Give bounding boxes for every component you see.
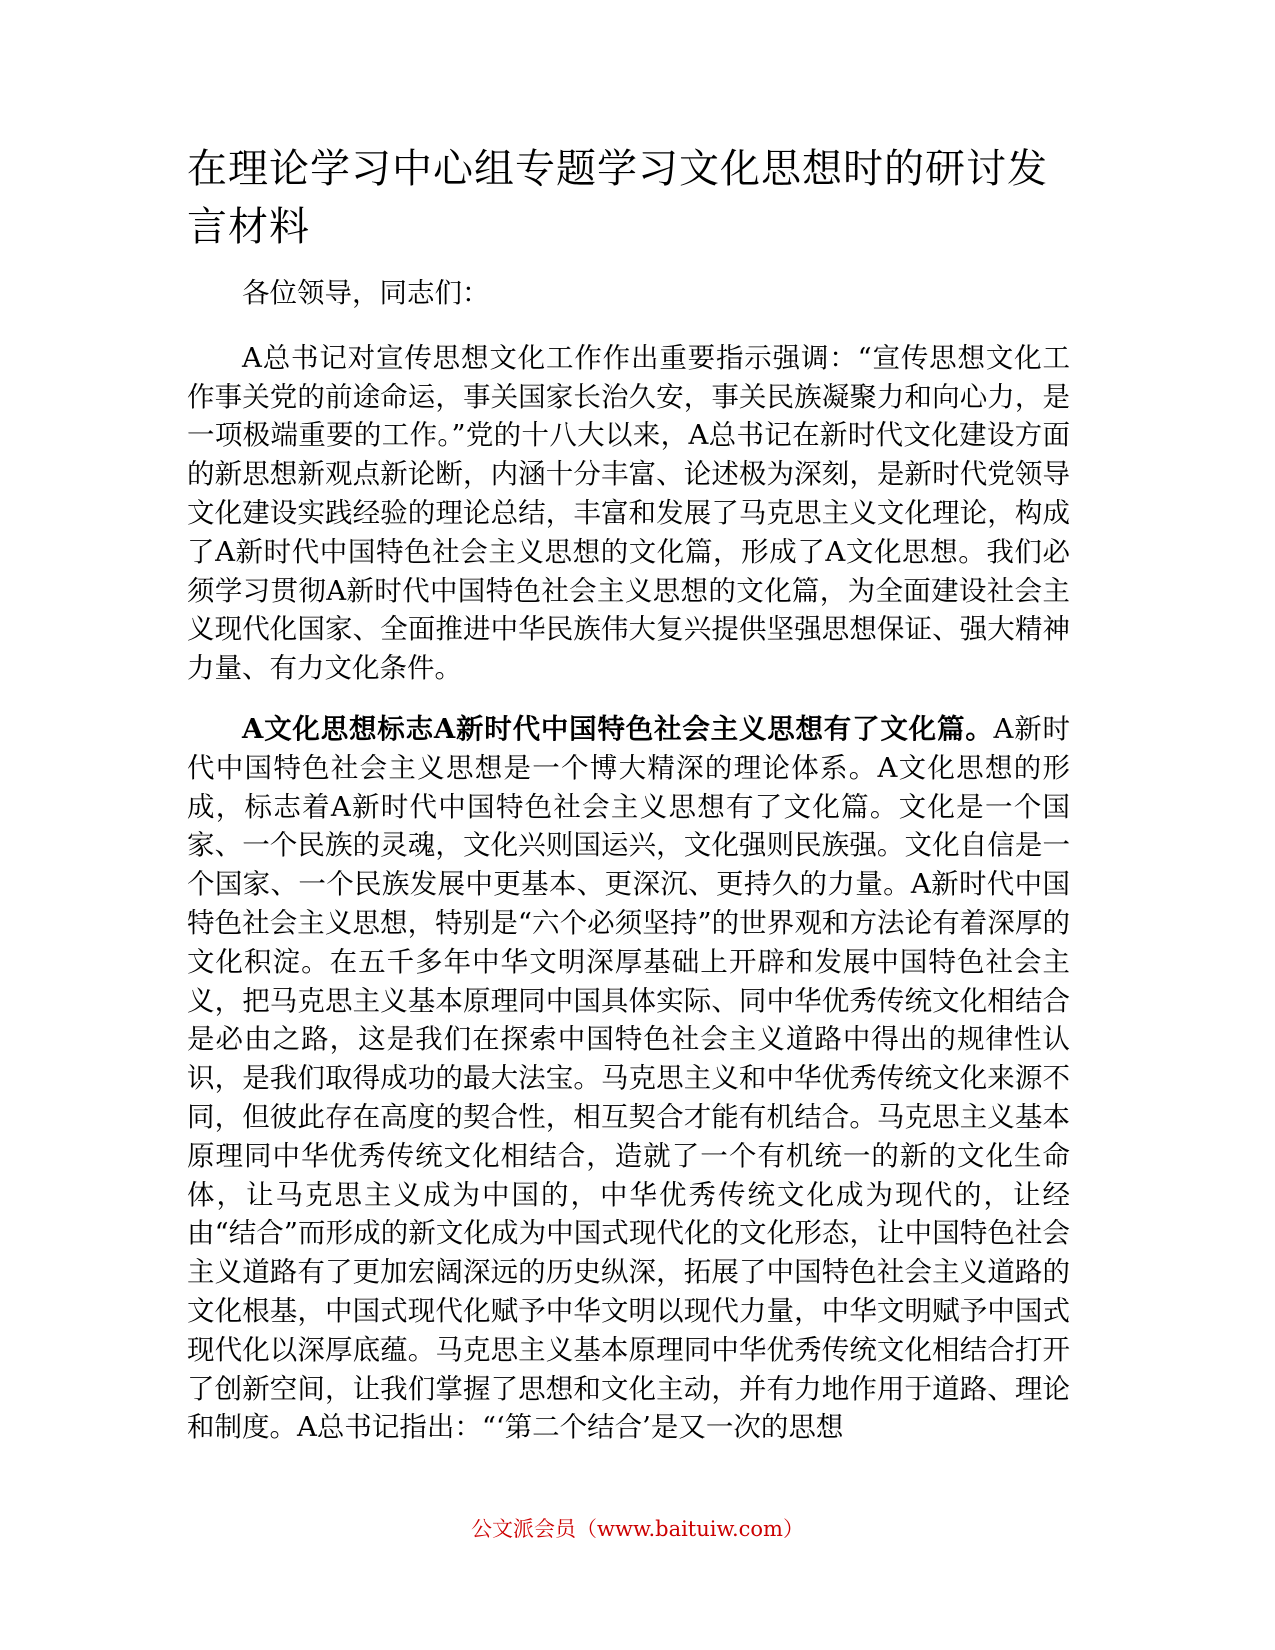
paragraph-2-heading: A文化思想标志A新时代中国特色社会主义思想有了文化篇。 [242, 712, 994, 745]
paragraph-1: A总书记对宣传思想文化工作作出重要指示强调：“宣传思想文化工作事关党的前途命运，事关国家长治久安，事关民族凝聚力和向心力，是一项极端重要的工作。”党的十八大以来，A总书记在新时代文化建设方面的新思想新观点新论断，内涵十分丰富、论述极为深刻，是新时代党领导文化建设实践经验的理论总结，丰富和发展了马克思主义文化理论，构成了A新时代中国特色社会主义思想的文化篇，形成了A文化思想。我们必须学习贯彻A新时代中国特色社会主义思想的文化篇，为全面建设社会主义现代化国家、全面推进中华民族伟大复兴提供坚强思想保证、强大精神力量、有力文化条件。 [187, 341, 1070, 685]
document-title: 在理论学习中心组专题学习文化思想时的研讨发言材料 [187, 146, 1048, 250]
document-body [187, 140, 1070, 1469]
greeting: 各位领导，同志们： [242, 277, 490, 309]
paragraph-2-body: A新时代中国特色社会主义思想是一个博大精深的理论体系。A文化思想的形成，标志着A新时代中国特色社会主义思想有了文化篇。文化是一个国家、一个民族的灵魂，文化兴则国运兴，文化强则民族强。文化自信是一个国家、一个民族发展中更基本、更深沉、更持久的力量。A新时代中国特色社会主义思想，特别是“六个必须坚持”的世界观和方法论有着深厚的文化积淀。在五千多年中华文明深厚基础上开辟和发展中国特色社会主义，把马克思主义基本原理同中国具体实际、同中华优秀传统文化相结合是必由之路，这是我们在探索中国特色社会主义道路中得出的规律性认识，是我们取得成功的最大法宝。马克思主义和中华优秀传统文化来源不同，但彼此存在高度的契合性，相互契合才能有机结合。马克思主义基本原理同中华优秀传统文化相结合，造就了一个有机统一的新的文化生命体，让马克思主义成为中国的，中华优秀传统文化成为现代的，让经由“结合”而形成的新文化成为中国式现代化的文化形态，让中国特色社会主义道路有了更加宏阔深远的历史纵深，拓展了中国特色社会主义道路的文化根基，中国式现代化赋予中华文明以现代力量，中华文明赋予中国式现代化以深厚底蕴。马克思主义基本原理同中华优秀传统文化相结合打开了创新空间，让我们掌握了思想和文化主动，并有力地作用于道路、理论和制度。A总书记指出：“‘第二个结合’是又一次的思想 [187, 712, 1070, 1444]
paragraph-2 [187, 710, 1070, 1447]
footer-watermark: 公文派会员（www.baituiw.com） [471, 1517, 804, 1541]
